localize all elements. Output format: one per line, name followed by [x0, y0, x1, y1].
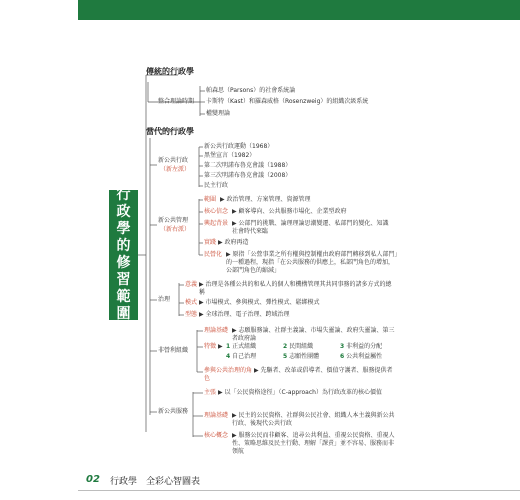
npm-text: ▶ 政治管理、方案管理、資源管理 [220, 196, 311, 203]
feature-text: 正式組織 [232, 343, 257, 350]
gov-text: ▶ 治理是各種公共的和私人的個人和機構管理其共同事務的諸多方式的總稱 [199, 281, 392, 296]
feature-number: 3 [340, 343, 345, 350]
npo-theory-value: 志願服務論、社群主義論、市場失靈論、政府失靈論、第三者政府論 [232, 327, 395, 342]
nps-key: 理論基礎 [204, 412, 229, 419]
npm-label: 新公共管理 [158, 217, 189, 224]
integration-period-label: 整合理論時期 [158, 98, 195, 105]
npm-text-value: 政府再造 [224, 239, 249, 246]
npo-theory-key: 理論基礎 [204, 327, 229, 334]
side-title-char: 學 [116, 221, 131, 237]
sec1-item: 權變理論 [206, 110, 231, 117]
npo-feature [283, 343, 313, 351]
side-title [109, 187, 138, 322]
nps-text: ▶ 以「公民資格途徑」（C-approach）為行政改革的核心價值 [218, 389, 382, 396]
npm-text-value: 公部門的挑戰、論理理論思潮變遷、私部門的變化、知識社會時代來臨 [232, 220, 389, 235]
npo-participation-text: ▶ 先驅者、改革或倡導者、價值守護者、服務提供者 [254, 367, 393, 374]
npa-item: 第三次明諾布魯克會議（2008） [204, 172, 292, 179]
feature-text: 志願性團體 [289, 353, 320, 360]
section-contemporary-title: 當代的行政學 [146, 127, 194, 136]
npm-text-value: 原指「公營事業之所有權與控制權由政府部門轉移到私人部門」的一種過程，現指「在公共服務的供應上，私部門角色的增加，公部門角色的縮減」 [226, 251, 398, 274]
feature-text: 公共利益屬性 [346, 353, 383, 360]
npo-participation-key: 參與公共治理的角色 [204, 367, 253, 382]
npm-key: 興起背景 [204, 220, 229, 227]
npo-participation-value: 先驅者、改革或倡導者、價值守護者、服務提供者 [260, 367, 393, 374]
footer-title: 行政學 全彩心智圖表 [110, 477, 201, 487]
npm-key: 民營化 [204, 251, 223, 258]
feature-number: 6 [340, 353, 345, 360]
npa-item: 新公共行政運動（1968） [204, 143, 274, 150]
npm-text: ▶ 公部門的挑戰、論理理論思潮變遷、私部門的變化、知識社會時代來臨 [232, 220, 389, 235]
npa-tag: （新左派） [160, 166, 191, 173]
feature-text: 非利益的分配 [346, 343, 383, 350]
npa-item: 第二次明諾布魯克會議（1988） [204, 162, 292, 169]
npa-label: 新公共行政 [158, 157, 189, 164]
feature-number: 4 [226, 353, 231, 360]
gov-text-value: 治理是各種公共的和私人的個人和機構管理其共同事務的諸多方式的總稱 [199, 281, 392, 296]
nps-text-value: 以「公民資格途徑」（C-approach）為行政改革的核心價值 [224, 389, 382, 396]
npo-feature [226, 353, 256, 361]
sec1-item: 卡斯特（Kast）和羅森威格（Rosenzweig）的組織次級系統 [206, 98, 369, 105]
npm-text-value: 顧客導向、公共服務市場化、企業型政府 [238, 208, 347, 215]
nps-text: ▶ 服務公民而非顧客、追尋公共利益、重視公民資格、重視人性、策略思維及民主行動、理解「課責」並不容易、服務而非領航 [232, 432, 395, 455]
npo-feature [340, 353, 382, 361]
npm-key: 核心信念 [204, 208, 229, 215]
side-title-char: 習 [116, 272, 131, 288]
nps-text: ▶ 民主的公民資格、社群與公民社會、組織人本主義與新公共行政、後現代公共行政 [232, 412, 395, 427]
side-title-char: 修 [116, 255, 131, 271]
side-title-char: 的 [116, 238, 131, 254]
npm-text: ▶ 原指「公營事業之所有權與控制權由政府部門轉移到私人部門」的一種過程，現指「在公共服務的供應上，私部門角色的增加，公部門角色的縮減」 [226, 251, 398, 274]
side-title-char: 行 [116, 187, 131, 203]
npm-key: 實踐 [204, 239, 217, 246]
npm-text: ▶ 顧客導向、公共服務市場化、企業型政府 [232, 208, 347, 215]
gov-key: 模式 [185, 299, 198, 306]
feature-number: 1 [226, 343, 231, 350]
npo-feature [226, 343, 256, 351]
npm-tag: （新右派） [160, 226, 191, 233]
gov-text: ▶ 全球治理、電子治理、跨域治理 [199, 311, 290, 318]
gov-text-value: 全球治理、電子治理、跨域治理 [205, 311, 290, 318]
side-title-char: 政 [116, 204, 131, 220]
side-title-char: 圍 [116, 306, 131, 322]
npa-item: 民主行政 [204, 182, 229, 189]
npm-key: 範圍 [204, 196, 217, 203]
sec1-item: 帕森思（Parsons）的社會系統論 [206, 87, 296, 94]
nps-label: 新公共服務 [158, 408, 189, 415]
npm-text-value: 政治管理、方案管理、資源管理 [226, 196, 311, 203]
npo-feature [340, 343, 382, 351]
gov-key: 型態 [185, 311, 198, 318]
npo-label: 非營利組織 [158, 347, 189, 354]
side-title-char: 範 [116, 289, 131, 305]
nps-text-value: 服務公民而非顧客、追尋公共利益、重視公民資格、重視人性、策略思維及民主行動、理解「課責」並不容易、服務而非領航 [232, 432, 395, 455]
npm-text: ▶ 政府再造 [218, 239, 249, 246]
feature-text: 民間組織 [289, 343, 314, 350]
page-number: 02 [86, 474, 100, 485]
footer-divider [78, 490, 520, 491]
npo-feature [283, 353, 319, 361]
npo-feature-key: 特徵 [204, 343, 217, 350]
npo-theory-text: ▶ 志願服務論、社群主義論、市場失靈論、政府失靈論、第三者政府論 [232, 327, 395, 342]
gov-key: 意義 [185, 281, 198, 288]
nps-text-value: 民主的公民資格、社群與公民社會、組織人本主義與新公共行政、後現代公共行政 [232, 412, 395, 427]
feature-text: 自己治理 [232, 353, 257, 360]
section-traditional-title: 傳統的行政學 [146, 67, 194, 76]
nps-key: 主張 [204, 389, 217, 396]
npa-item: 黑堡宣言（1982） [204, 152, 256, 159]
governance-label: 治理 [158, 296, 171, 303]
gov-text-value: 市場模式、參與模式、彈性模式、鬆綁模式 [205, 299, 320, 306]
gov-text: ▶ 市場模式、參與模式、彈性模式、鬆綁模式 [199, 299, 320, 306]
feature-number: 2 [283, 343, 288, 350]
feature-number: 5 [283, 353, 288, 360]
npo-feature-arrow: ▶ [218, 343, 223, 350]
nps-key: 核心概念 [204, 432, 229, 439]
